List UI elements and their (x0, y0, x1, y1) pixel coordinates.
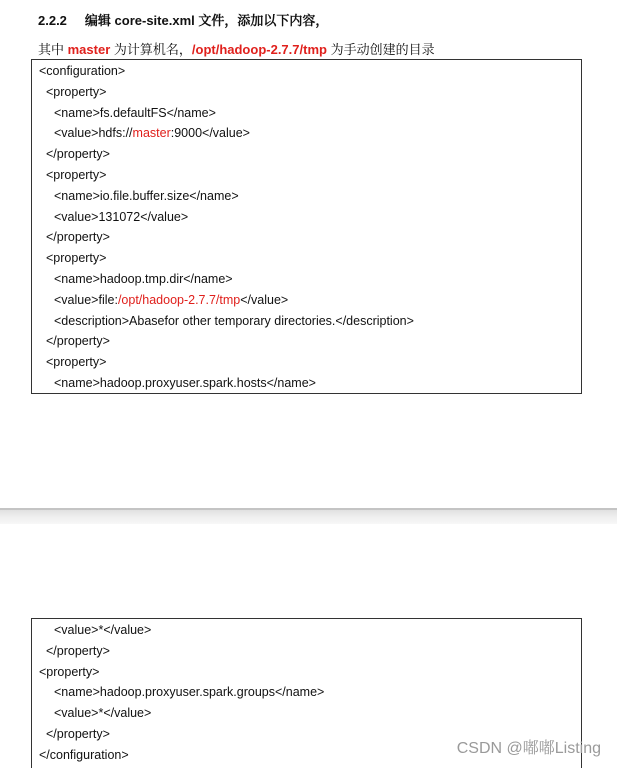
code-text: <property> (46, 251, 107, 266)
code-text: </configuration> (39, 747, 129, 762)
page-gap-edge (0, 508, 617, 510)
code-line (32, 745, 129, 766)
code-line (32, 373, 316, 394)
note-host: master (67, 42, 111, 57)
code-line (32, 103, 216, 124)
code-text: <value>hdfs:// (54, 126, 133, 141)
code-line (32, 227, 110, 248)
code-line (32, 61, 125, 82)
code-highlight: /opt/hadoop-2.7.7/tmp (117, 292, 241, 307)
code-line (32, 352, 106, 373)
code-line (32, 331, 110, 352)
code-text: <description>Abasefor other temporary directories.</description> (54, 313, 414, 328)
code-text: <property> (46, 355, 107, 370)
code-text: <value>*</value> (54, 706, 152, 721)
code-text: <property> (46, 84, 107, 99)
note-prefix: 其中 (38, 42, 68, 57)
note-line (38, 39, 435, 58)
code-line (32, 248, 106, 269)
code-line (32, 144, 110, 165)
section-title: 编辑 core-site.xml 文件，添加以下内容， (84, 13, 329, 28)
code-line (32, 662, 99, 683)
code-text: </property> (46, 643, 110, 658)
note-path: /opt/hadoop-2.7.7/tmp (191, 42, 327, 57)
code-text: <value>131072</value> (54, 209, 189, 224)
code-line (32, 641, 110, 662)
code-text: <value>*</value> (54, 623, 152, 637)
page-gap (0, 508, 617, 524)
code-line (32, 682, 324, 703)
code-line (32, 165, 106, 186)
code-highlight: master (132, 126, 171, 141)
code-line (32, 269, 233, 290)
note-mid: 为计算机名， (110, 42, 192, 57)
code-line (32, 703, 151, 724)
code-text: <name>hadoop.proxyuser.spark.groups</name> (54, 685, 325, 700)
code-line (32, 311, 414, 332)
code-text: <name>hadoop.tmp.dir</name> (54, 272, 233, 286)
code-line (32, 290, 288, 311)
code-text: :9000</value> (170, 126, 250, 141)
code-line (32, 123, 250, 144)
code-text: <name>fs.defaultFS</name> (54, 105, 216, 120)
code-line (32, 186, 239, 207)
code-text: <property> (46, 168, 107, 182)
code-text: </property> (46, 147, 110, 162)
code-text: <property> (39, 664, 100, 679)
code-line (32, 82, 106, 103)
code-text: </property> (46, 230, 110, 245)
code-text: </value> (240, 292, 289, 307)
code-block-page1 (31, 59, 582, 394)
code-text: </property> (46, 334, 110, 349)
section-number: 2.2.2 (38, 13, 67, 28)
code-text: <name>hadoop.proxyuser.spark.hosts</name> (54, 376, 316, 390)
code-line (32, 207, 188, 228)
code-text: <configuration> (39, 64, 126, 78)
code-text: </property> (46, 727, 110, 741)
code-text: <name>io.file.buffer.size</name> (54, 188, 239, 203)
note-suffix: 为手动创建的目录 (326, 42, 435, 57)
code-line (32, 724, 110, 745)
code-line (32, 620, 151, 641)
code-text: <value>file: (54, 292, 118, 307)
watermark: CSDN @嘟嘟Listing (456, 740, 601, 757)
section-heading (38, 10, 328, 29)
